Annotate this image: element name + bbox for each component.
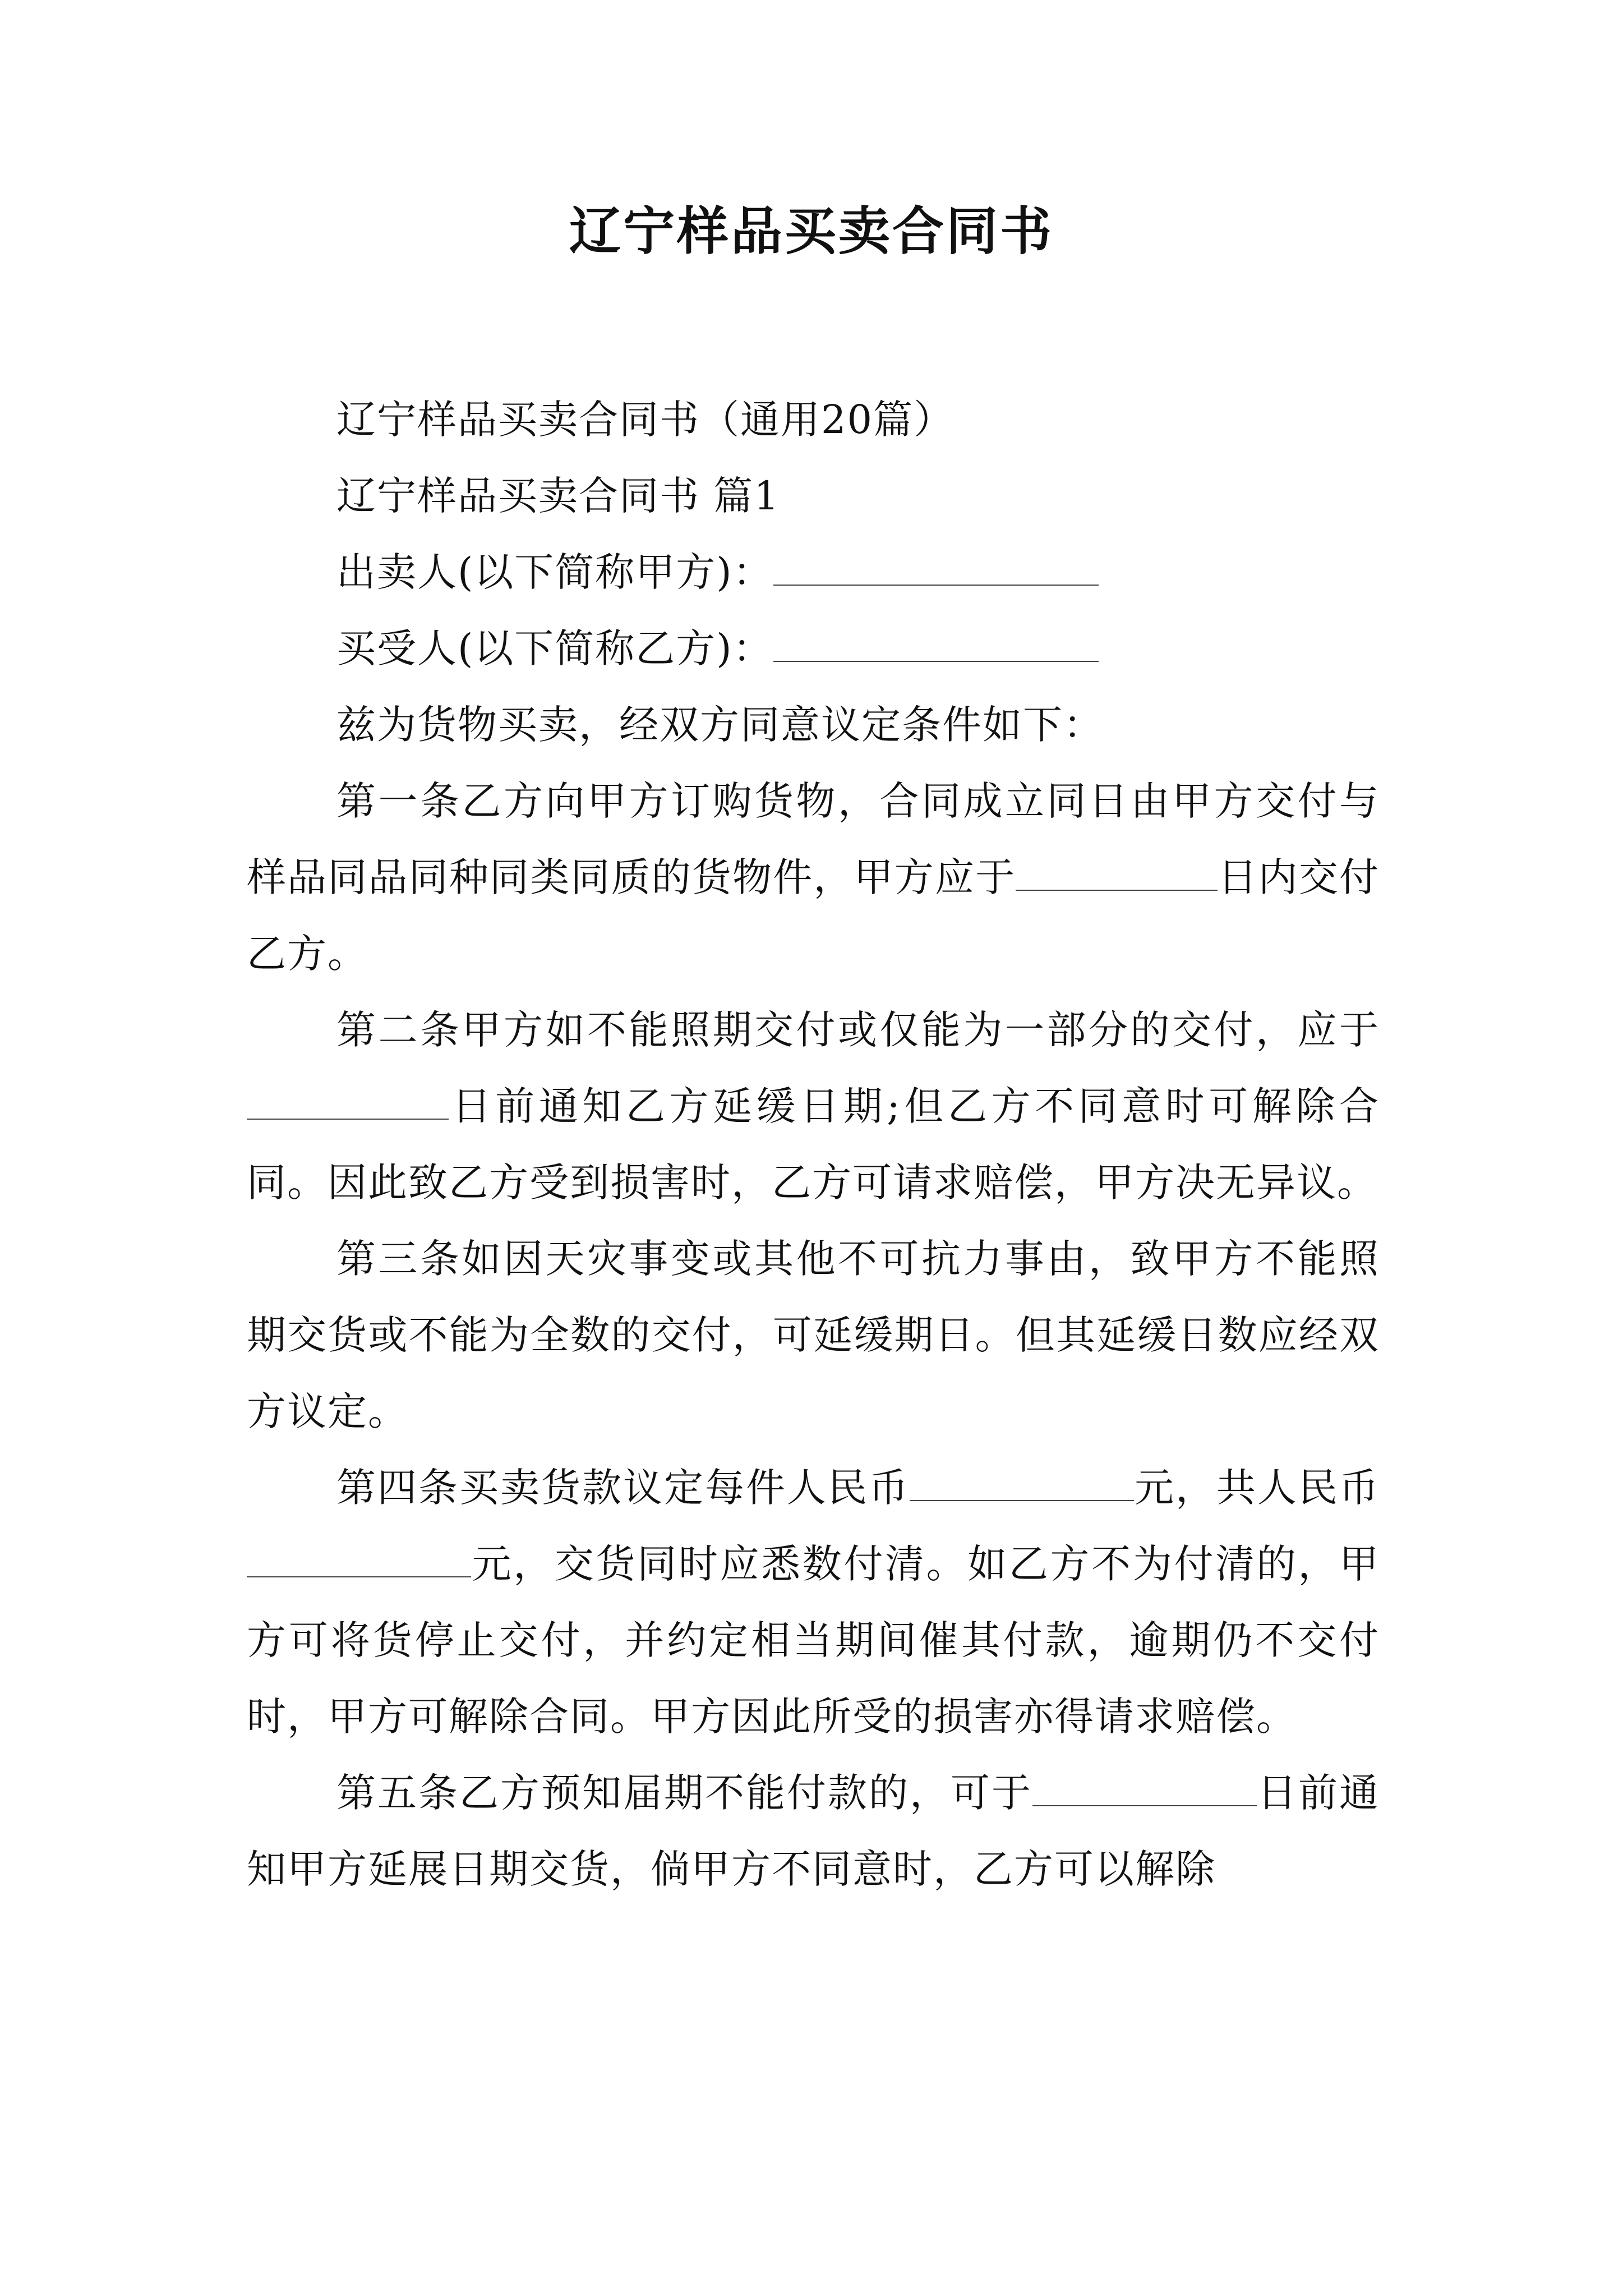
article-2	[247, 992, 1380, 1221]
seller-label: 出卖人(以下简称甲方)：	[336, 549, 773, 595]
article-1-text-a: 第一条乙方向甲方订购货物，合同成立同日由甲方交付与样品同品同种同类同质的货物件，甲方应于	[247, 778, 1380, 900]
article-1-days-blank	[1016, 858, 1218, 891]
article-4-text-a: 第四条买卖货款议定每件人民币	[336, 1465, 910, 1511]
article-5	[247, 1755, 1380, 1907]
intro-line: 兹为货物买卖，经双方同意议定条件如下：	[336, 702, 1104, 748]
seller-line	[247, 534, 1380, 610]
article-2-text-a: 第二条甲方如不能照期交付或仅能为一部分的交付，应于	[336, 1007, 1380, 1053]
buyer-blank	[773, 629, 1099, 662]
seller-blank	[773, 553, 1099, 586]
article-1-text-b: 日内交付乙方。	[247, 854, 1380, 977]
chapter-heading: 辽宁样品买卖合同书 篇1	[336, 473, 780, 519]
subtitle-line: 辽宁样品买卖合同书（通用20篇）	[336, 397, 955, 443]
article-5-text-b: 日前通知甲方延展日期交货，倘甲方不同意时，乙方可以解除	[247, 1770, 1380, 1892]
document-body	[247, 381, 1380, 1907]
article-4-total-blank	[247, 1545, 471, 1577]
article-4-text-b: 元，共人民币	[1134, 1465, 1380, 1511]
buyer-label: 买受人(以下简称乙方)：	[336, 625, 773, 671]
article-5-text-a: 第五条乙方预知届期不能付款的，可于	[336, 1770, 1032, 1816]
article-2-text-b: 日前通知乙方延缓日期;但乙方不同意时可解除合同。因此致乙方受到损害时，乙方可请求赔偿，甲方决无异议。	[247, 1083, 1380, 1205]
document-title: 辽宁样品买卖合同书	[569, 201, 1054, 261]
article-4	[247, 1450, 1380, 1755]
article-3: 第三条如因天灾事变或其他不可抗力事由，致甲方不能照期交货或不能为全数的交付，可延缓期日。但其延缓日数应经双方议定。	[247, 1236, 1380, 1434]
article-1	[247, 763, 1380, 992]
article-2-days-blank	[247, 1087, 449, 1120]
article-4-text-c: 元，交货同时应悉数付清。如乙方不为付清的，甲方可将货停止交付，并约定相当期间催其付款，逾期仍不交付时，甲方可解除合同。甲方因此所受的损害亦得请求赔偿。	[247, 1541, 1380, 1740]
buyer-line	[247, 610, 1380, 687]
article-4-unit-price-blank	[910, 1469, 1134, 1501]
article-5-days-blank	[1032, 1774, 1257, 1806]
